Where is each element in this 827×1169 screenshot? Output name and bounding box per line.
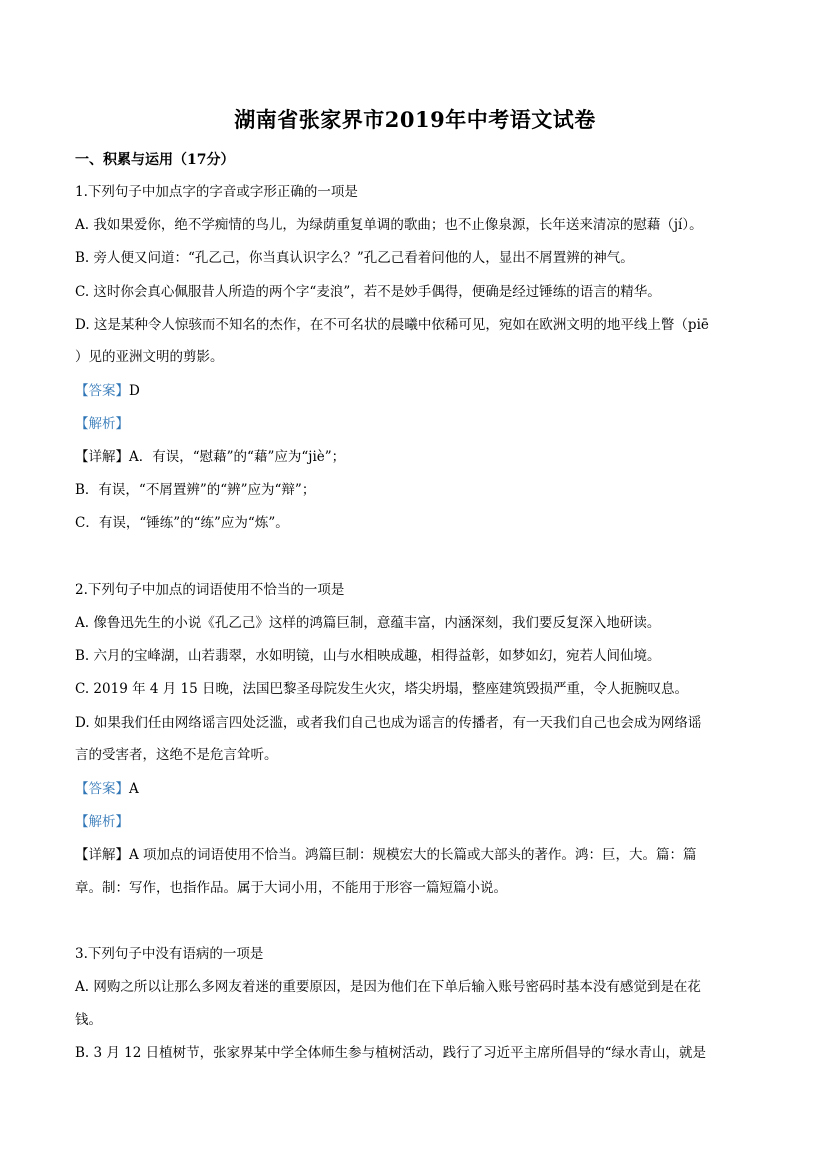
question-1-stem: 1.下列句子中加点字的字音或字形正确的一项是	[75, 184, 358, 200]
question-3-option-a-cont: 钱。	[75, 1012, 102, 1028]
question-3-option-b: B. 3 月 12 日植树节，张家界某中学全体师生参与植树活动，践行了习近平主席所倡导的“绿水青山，就是	[75, 1045, 707, 1061]
question-1-answer	[75, 381, 140, 401]
question-2-option-b: B. 六月的宝峰湖，山若翡翠，水如明镜，山与水相映成趣，相得益彰，如梦如幻，宛若人间仙境。	[75, 648, 661, 664]
question-1-option-b: B. 旁人便又问道：“孔乙己，你当真认识字么？”孔乙己看着问他的人，显出不屑置辨的神气。	[75, 250, 634, 266]
analysis-tag: 【解析】	[75, 416, 129, 432]
answer-value: D	[129, 383, 140, 399]
question-2-detail: 章。制：写作，也指作品。属于大词小用，不能用于形容一篇短篇小说。	[75, 880, 507, 896]
question-2-detail: 【详解】A 项加点的词语使用不恰当。鸿篇巨制：规模宏大的长篇或大部头的著作。鸿：巨，大。篇：篇	[75, 847, 697, 863]
question-1-option-d: D. 这是某种令人惊骇而不知名的杰作，在不可名状的晨曦中依稀可见，宛如在欧洲文明的地平线上瞥（piē	[75, 317, 709, 333]
question-1-option-c: C. 这时你会真心佩服昔人所造的两个字“麦浪”，若不是妙手偶得，便确是经过锤练的语言的精华。	[75, 284, 661, 300]
answer-tag: 【答案】	[75, 383, 129, 399]
question-1-option-d-cont: ）见的亚洲文明的剪影。	[75, 349, 224, 365]
question-2-stem: 2.下列句子中加点的词语使用不恰当的一项是	[75, 582, 345, 598]
question-2-answer	[75, 779, 139, 799]
question-1-detail: 【详解】A．有误，“慰藉”的“藉”应为“jiè”；	[75, 449, 346, 465]
answer-value: A	[129, 781, 139, 797]
question-2-option-d: D. 如果我们任由网络谣言四处泛滥，或者我们自己也成为谣言的传播者，有一天我们自己也会成为网络谣	[75, 715, 702, 731]
question-2-option-c: C. 2019 年 4 月 15 日晚，法国巴黎圣母院发生火灾，塔尖坍塌，整座建筑毁损严重，令人扼腕叹息。	[75, 681, 689, 697]
question-3-stem: 3.下列句子中没有语病的一项是	[75, 946, 264, 962]
page-title: 湖南省张家界市2019年中考语文试卷	[234, 107, 596, 132]
answer-tag: 【答案】	[75, 781, 129, 797]
question-1-detail: C．有误，“锤练”的“练”应为“炼”。	[75, 515, 289, 531]
analysis-tag: 【解析】	[75, 814, 129, 830]
question-1-detail: B．有误，“不屑置辨”的“辨”应为“辩”；	[75, 482, 316, 498]
question-3-option-a: A. 网购之所以让那么多网友着迷的重要原因，是因为他们在下单后输入账号密码时基本没有感觉到是在花	[75, 979, 701, 995]
section-heading: 一、积累与运用（17分）	[75, 152, 235, 168]
question-2-option-a: A. 像鲁迅先生的小说《孔乙己》这样的鸿篇巨制，意蕴丰富，内涵深刻，我们要反复深入地研读。	[75, 615, 661, 631]
question-1-option-a: A. 我如果爱你，绝不学痴情的鸟儿，为绿荫重复单调的歌曲；也不止像泉源，长年送来清凉的慰藉（jí）。	[75, 217, 703, 233]
question-2-option-d-cont: 言的受害者，这绝不是危言耸听。	[75, 747, 278, 763]
